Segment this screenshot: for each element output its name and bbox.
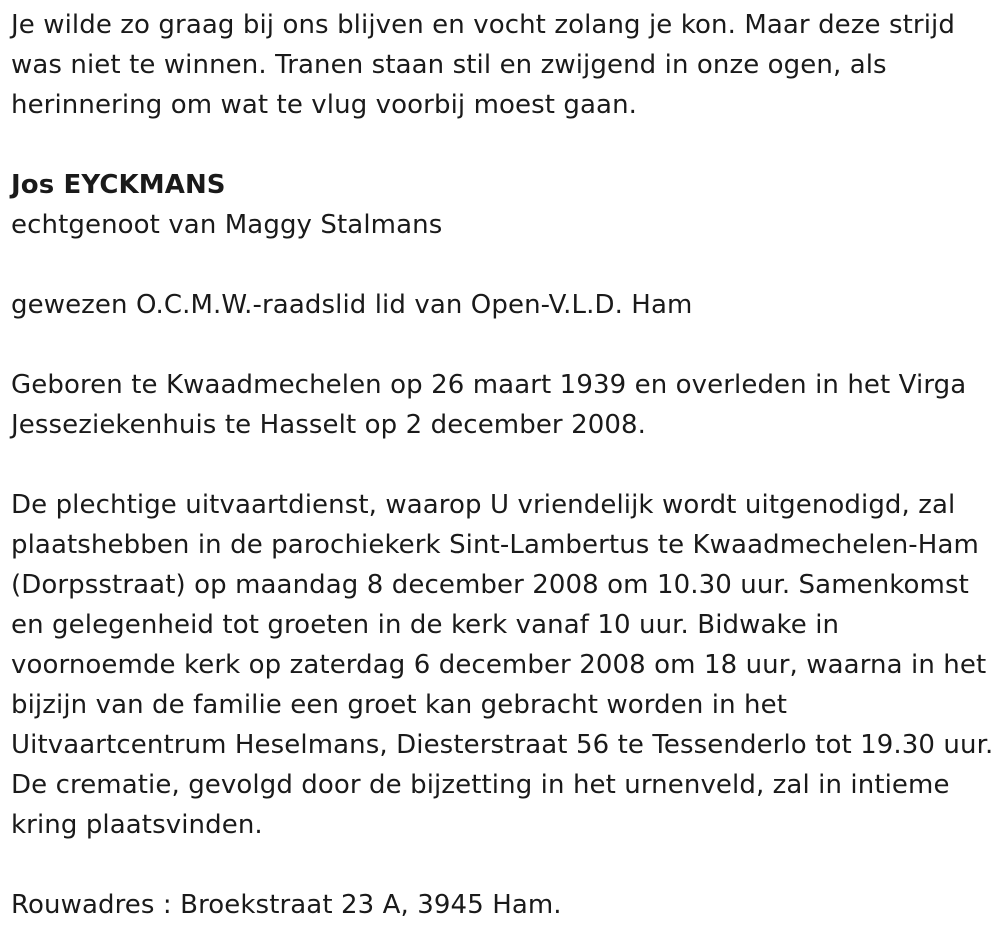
intro-paragraph: Je wilde zo graag bij ons blijven en vocht zolang je kon. Maar deze strijd was niet te winnen. Tranen staan stil en zwijgend in onze ogen, als herinnering om wat te vlug voorbij moest gaan. xyxy=(11,10,955,120)
role-line: gewezen O.C.M.W.-raadslid lid van Open-V.L.D. Ham xyxy=(11,290,693,320)
address-line: Rouwadres : Broekstraat 23 A, 3945 Ham. xyxy=(11,890,562,920)
service-paragraph: De plechtige uitvaartdienst, waarop U vriendelijk wordt uitgenodigd, zal plaatshebben in de parochiekerk Sint-Lambertus te Kwaadmechelen-Ham (Dorpsstraat) op maandag 8 december 2008 om 10.30 uur. Samenkomst en gelegenheid tot groeten in de kerk vanaf 10 uur. Bidwake in voornoemde kerk op zaterdag 6 december 2008 om 18 uur, waarna in het bijzijn van de familie een groet kan gebracht worden in het Uitvaartcentrum Heselmans, Diesterstraat 56 te Tessenderlo tot 19.30 uur. De crematie, gevolgd door de bijzetting in het urnenveld, zal in intieme kring plaatsvinden. xyxy=(11,490,994,840)
spacer xyxy=(11,445,996,485)
spouse-line: echtgenoot van Maggy Stalmans xyxy=(11,210,443,240)
spacer xyxy=(11,125,996,165)
spacer xyxy=(11,245,996,285)
birth-death-paragraph: Geboren te Kwaadmechelen op 26 maart 1939 en overleden in het Virga Jesseziekenhuis te Hasselt op 2 december 2008. xyxy=(11,370,967,440)
obituary-text xyxy=(11,5,996,925)
spacer xyxy=(11,325,996,365)
spacer xyxy=(11,845,996,885)
deceased-name: Jos EYCKMANS xyxy=(11,170,226,200)
